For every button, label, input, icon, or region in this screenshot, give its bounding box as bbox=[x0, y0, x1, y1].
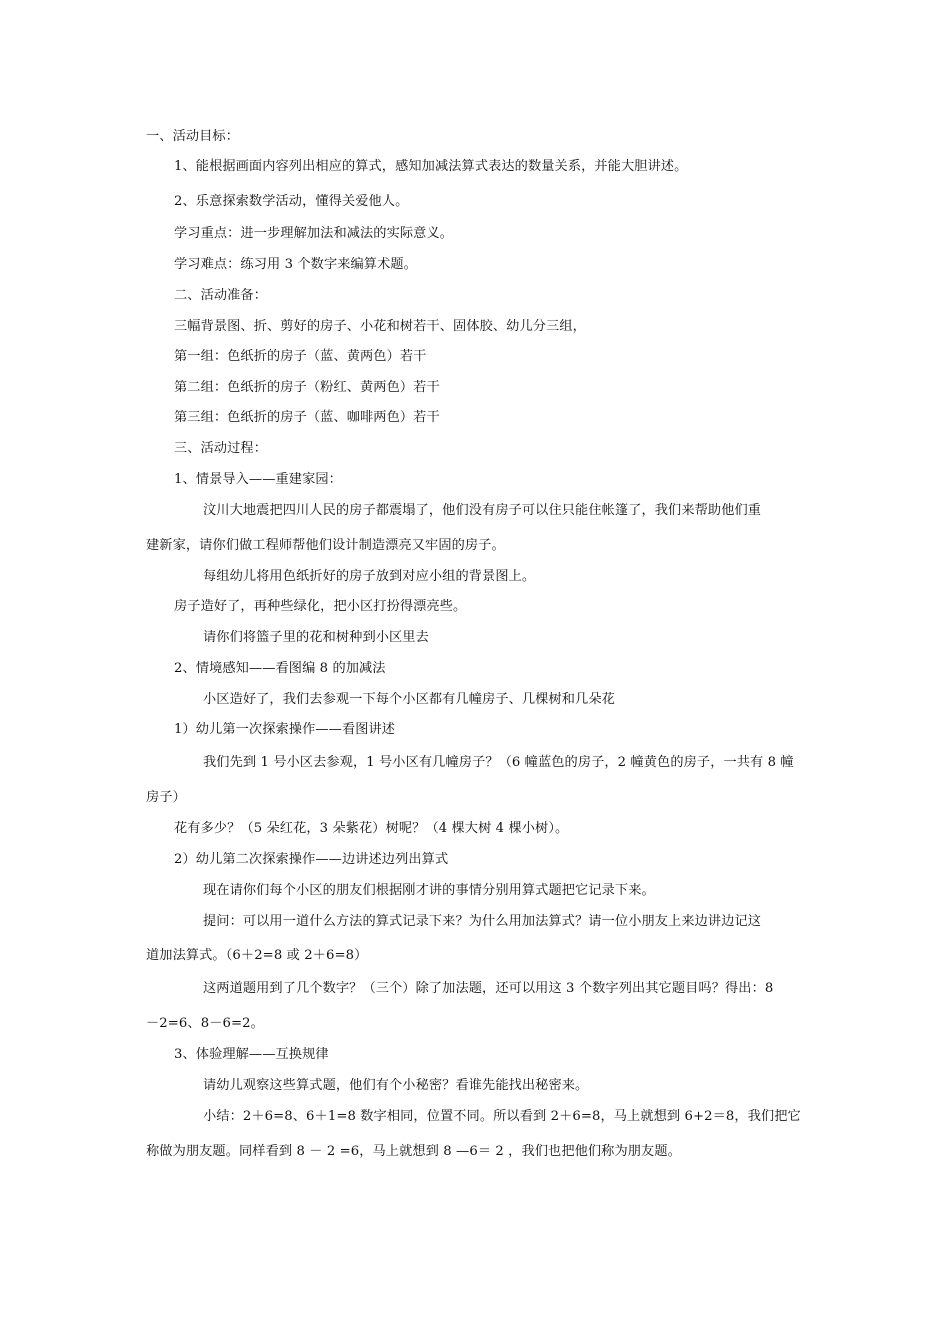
process-step-1-heading: 1、情景导入——重建家园： bbox=[174, 472, 342, 487]
section-heading-preparation: 二、活动准备： bbox=[174, 288, 268, 303]
goal-item-2: 2、乐意探索数学活动，懂得关爱他人。 bbox=[174, 194, 409, 209]
paragraph-line: 提问：可以用一道什么方法的算式记录下来？为什么用加法算式？请一位小朋友上来边讲边记这 bbox=[203, 914, 762, 929]
paragraph-line: 房子） bbox=[146, 790, 186, 805]
section-heading-process: 三、活动过程： bbox=[174, 441, 268, 456]
paragraph-line: 这两道题用到了几个数字？（三个）除了加法题，还可以用这 3 个数字列出其它题目吗？得出：8 bbox=[203, 981, 774, 996]
paragraph-line: 我们先到 1 号小区去参观，1 号小区有几幢房子？（6 幢蓝色的房子，2 幢黄色的房子，一共有 8 幢 bbox=[203, 755, 794, 770]
paragraph-line: 每组幼儿将用色纸折好的房子放到对应小组的背景图上。 bbox=[203, 569, 536, 584]
goal-item-1: 1、能根据画面内容列出相应的算式，感知加减法算式表达的数量关系，并能大胆讲述。 bbox=[174, 159, 688, 174]
process-step-3-heading: 3、体验理解——互换规律 bbox=[174, 1047, 329, 1062]
sub-step-2-heading: 2）幼儿第二次探索操作——边讲述边列出算式 bbox=[174, 852, 449, 867]
summary-line: 小结：2＋6=8、6＋1=8 数字相同，位置不同。所以看到 2＋6=8，马上就想到 6+2＝8，我们把它 bbox=[203, 1109, 801, 1124]
difficult-point: 学习难点：练习用 3 个数字来编算术题。 bbox=[174, 257, 417, 272]
paragraph-line: －2=6、8－6=2。 bbox=[146, 1016, 264, 1031]
section-heading-goals: 一、活动目标： bbox=[146, 129, 240, 144]
process-step-2-heading: 2、情境感知——看图编 8 的加减法 bbox=[174, 661, 386, 676]
paragraph-line: 道加法算式。（6＋2=8 或 2＋6=8） bbox=[146, 948, 368, 963]
preparation-group-2: 第二组：色纸折的房子（粉红、黄两色）若干 bbox=[174, 380, 440, 395]
paragraph-line: 房子造好了，再种些绿化，把小区打扮得漂亮些。 bbox=[174, 599, 467, 614]
paragraph-line: 小区造好了，我们去参观一下每个小区都有几幢房子、几棵树和几朵花 bbox=[203, 692, 615, 707]
preparation-materials: 三幅背景图、折、剪好的房子、小花和树若干、固体胶、幼儿分三组， bbox=[174, 319, 586, 334]
paragraph-line: 请幼儿观察这些算式题，他们有个小秘密？看谁先能找出秘密来。 bbox=[203, 1078, 589, 1093]
preparation-group-1: 第一组：色纸折的房子（蓝、黄两色）若干 bbox=[174, 349, 427, 364]
summary-line: 称做为朋友题。同样看到 8 － 2 =6，马上就想到 8 —6＝ 2 ，我们也把他们称为朋友题。 bbox=[146, 1144, 681, 1159]
paragraph-line: 汶川大地震把四川人民的房子都震塌了，他们没有房子可以住只能住帐篷了，我们来帮助他们重 bbox=[203, 503, 762, 518]
paragraph-line: 请你们将篮子里的花和树种到小区里去 bbox=[203, 630, 429, 645]
sub-step-1-heading: 1）幼儿第一次探索操作——看图讲述 bbox=[174, 722, 396, 737]
key-point: 学习重点：进一步理解加法和减法的实际意义。 bbox=[174, 226, 454, 241]
preparation-group-3: 第三组：色纸折的房子（蓝、咖啡两色）若干 bbox=[174, 410, 440, 425]
paragraph-line: 现在请你们每个小区的朋友们根据刚才讲的事情分别用算式题把它记录下来。 bbox=[203, 883, 655, 898]
paragraph-line: 建新家，请你们做工程师帮他们设计制造漂亮又牢固的房子。 bbox=[146, 538, 505, 553]
paragraph-line: 花有多少？（5 朵红花，3 朵紫花）树呢？（4 棵大树 4 棵小树）。 bbox=[174, 821, 569, 836]
